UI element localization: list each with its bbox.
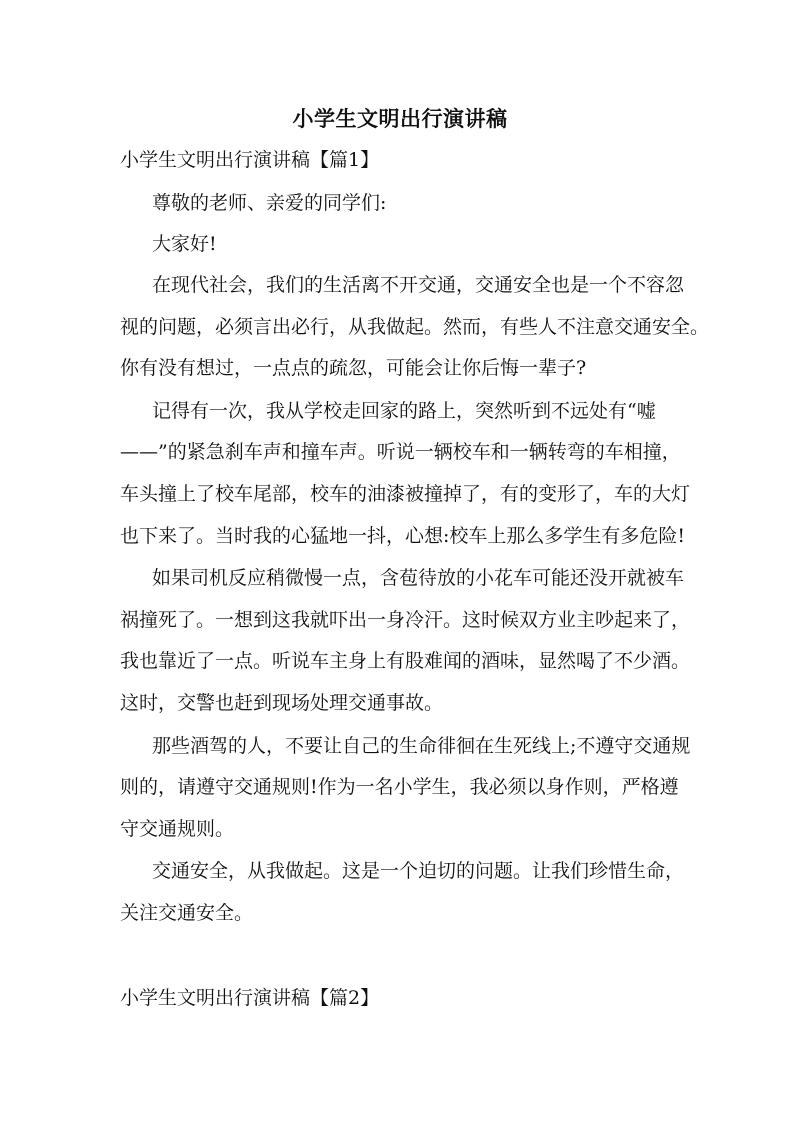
paragraph-line: 我也靠近了一点。听说车主身上有股难闻的酒味，显然喝了不少酒。 — [120, 650, 691, 672]
paragraph-line: 那些酒驾的人，不要让自己的生命徘徊在生死线上;不遵守交通规 — [152, 735, 691, 757]
paragraph-line: 视的问题，必须言出必行，从我做起。然而，有些人不注意交通安全。 — [120, 316, 710, 338]
paragraph-line: 这时，交警也赶到现场处理交通事故。 — [120, 692, 444, 714]
paragraph-line: ——”的紧急刹车声和撞车声。听说一辆校车和一辆转弯的车相撞， — [120, 441, 681, 463]
paragraph-line: 则的，请遵守交通规则!作为一名小学生，我必须以身作则，严格遵 — [120, 776, 679, 798]
paragraph-line: 交通安全，从我做起。这是一个迫切的问题。让我们珍惜生命， — [152, 860, 685, 882]
paragraph-line: 如果司机反应稍微慢一点，含苞待放的小花车可能还没开就被车 — [152, 567, 685, 589]
paragraph-line: 你有没有想过，一点点的疏忽，可能会让你后悔一辈子? — [120, 357, 587, 379]
paragraph-line: 守交通规则。 — [120, 818, 235, 840]
paragraph-line: 尊敬的老师、亲爱的同学们: — [152, 192, 387, 214]
paragraph-line: 关注交通安全。 — [120, 902, 254, 924]
page-title: 小学生文明出行演讲稿 — [292, 106, 508, 131]
section-heading-1: 小学生文明出行演讲稿【篇1】 — [120, 149, 380, 171]
paragraph-line: 记得有一次，我从学校走回家的路上，突然听到不远处有“嘘 — [152, 400, 656, 422]
paragraph-line: 大家好! — [152, 233, 217, 255]
paragraph-line: 在现代社会，我们的生活离不开交通，交通安全也是一个不容忽 — [152, 274, 685, 296]
paragraph-line: 车头撞上了校车尾部，校车的油漆被撞掉了，有的变形了，车的大灯 — [120, 483, 691, 505]
paragraph-line: 祸撞死了。一想到这我就吓出一身冷汗。这时候双方业主吵起来了， — [120, 609, 691, 631]
section-heading-2: 小学生文明出行演讲稿【篇2】 — [120, 987, 380, 1009]
paragraph-line: 也下来了。当时我的心猛地一抖，心想:校车上那么多学生有多危险! — [120, 525, 686, 547]
